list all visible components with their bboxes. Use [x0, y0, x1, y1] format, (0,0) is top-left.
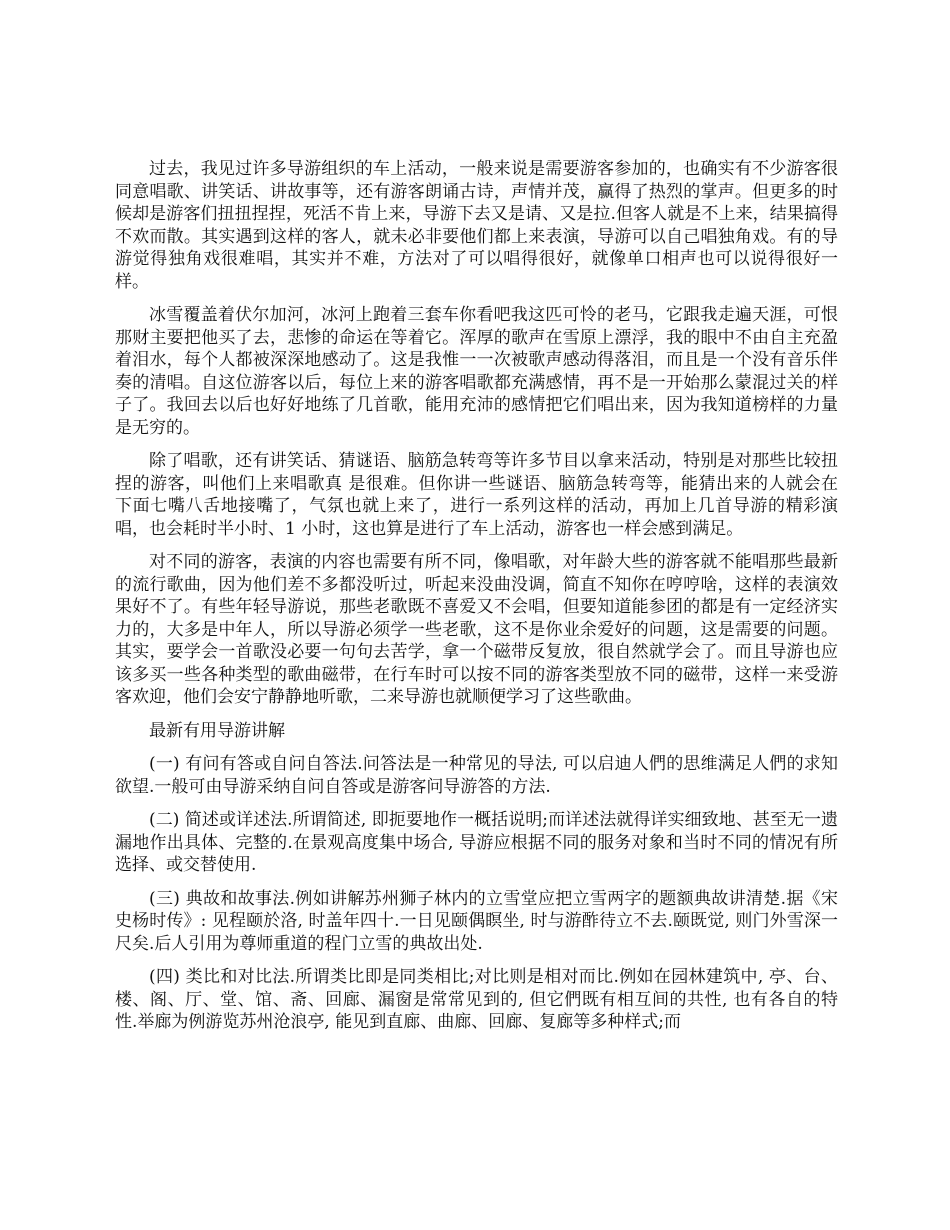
document-page: [115, 158, 838, 1034]
paragraph-jokes-riddles: 除了唱歌，还有讲笑话、猜谜语、脑筋急转弯等许多节目以拿来活动，特别是对那些比较扭捏的游客，叫他们上来唱歌真 是很难。但你讲一些谜语、脑筋急转弯等，能猜出来的人就会在 下面七嘴八舌地接嘴了，气氛也就上来了，进行一系列这样的活动，再加上几首导游的精彩演唱，也会耗时半小时、1 小时，这也算是进行了车上活动，游客也一样会感到满足。: [115, 451, 838, 539]
paragraph-method-qa: (一) 有问有答或自问自答法.问答法是一种常见的导法, 可以启迪人們的思维满足人們的求知欲望.一般可由导游采纳自问自答或是游客问导游答的方法.: [115, 754, 838, 797]
paragraph-car-activities: 过去，我见过许多导游组织的车上活动，一般来说是需要游客参加的，也确实有不少游客很同意唱歌、讲笑话、讲故事等，还有游客朗诵古诗，声情并茂，赢得了热烈的掌声。但更多的时候却是游客们扭扭捏捏，死活不肯上来，导游下去又是请、又是拉.但客人就是不上来，结果搞得不欢而散。其实遇到这样的客人，就未必非要他们都上来表演，导游可以自己唱独角戏。有的导游觉得独角戏很难唱，其实并不难，方法对了可以唱得很好，就像单口相声也可以说得很好一样。: [115, 159, 838, 292]
paragraph-method-comparison: (四) 类比和对比法.所谓类比即是同类相比;对比则是相对而比.例如在园林建筑中, 亭、台、楼、阁、厅、堂、馆、斋、回廊、漏窗是常常见到的, 但它們既有相互间的共性, 也有各自的特性.举廊为例游览苏州沧浪亭, 能见到直廊、曲廊、回廊、复廊等多种样式;而: [115, 967, 838, 1032]
paragraph-method-story: (三) 典故和故事法.例如讲解苏州狮子林内的立雪堂应把立雪两字的题额典故讲清楚.据《宋史杨时传》: 见程颐於洛, 时盖年四十.一日见颐偶瞑坐, 时与游酢待立不去.颐既觉, 则门外雪深一尺矣.后人引用为尊师重道的程门立雪的典故出处.: [115, 888, 838, 954]
paragraph-volga-song: 冰雪覆盖着伏尔加河，冰河上跑着三套车你看吧我这匹可怜的老马，它跟我走遍天涯，可恨那财主要把他买了去，悲惨的命运在等着它。浑厚的歌声在雪原上漂浮，我的眼中不由自主充盈着泪水，每个人都被深深地感动了。这是我惟一一次被歌声感动得落泪，而且是一个没有音乐伴奏的清唱。自这位游客以后，每位上来的游客唱歌都充满感情，再不是一开始那么蒙混过关的样子了。我回去以后也好好地练了几首歌，能用充沛的感情把它们唱出来，因为我知道榜样的力量是无穷的。: [115, 305, 838, 438]
paragraph-different-tourists: 对不同的游客，表演的内容也需要有所不同，像唱歌，对年龄大些的游客就不能唱那些最新的流行歌曲，因为他们差不多都没听过，听起来没曲没调，简直不知你在哼哼啥，这样的表演效果好不了。有些年轻导游说，那些老歌既不喜爱又不会唱，但要知道能参团的都是有一定经济实力的，大多是中年人，所以导游必须学一些老歌，这不是你业余爱好的问题，这是需要的问题。其实，要学会一首歌没必要一句句去苦学，拿一个磁带反复放，很自然就学会了。而且导游也应该多买一些各种类型的歌曲磁带，在行车时可以按不同的游客类型放不同的磁带，这样一来受游客欢迎，他们会安宁静静地听歌，二来导游也就顺便学习了这些歌曲。: [115, 552, 838, 707]
section-heading-guide-explanation: 最新有用导游讲解: [149, 720, 285, 741]
paragraph-method-brief-detailed: (二) 简述或详述法.所谓简述, 即扼要地作一概括说明;而详述法就得详实细致地、甚至无一遗漏地作出具体、完整的.在景观高度集中场合, 导游应根据不同的服务对象和当时不同的情况有所选择、或交替使用.: [115, 810, 838, 875]
